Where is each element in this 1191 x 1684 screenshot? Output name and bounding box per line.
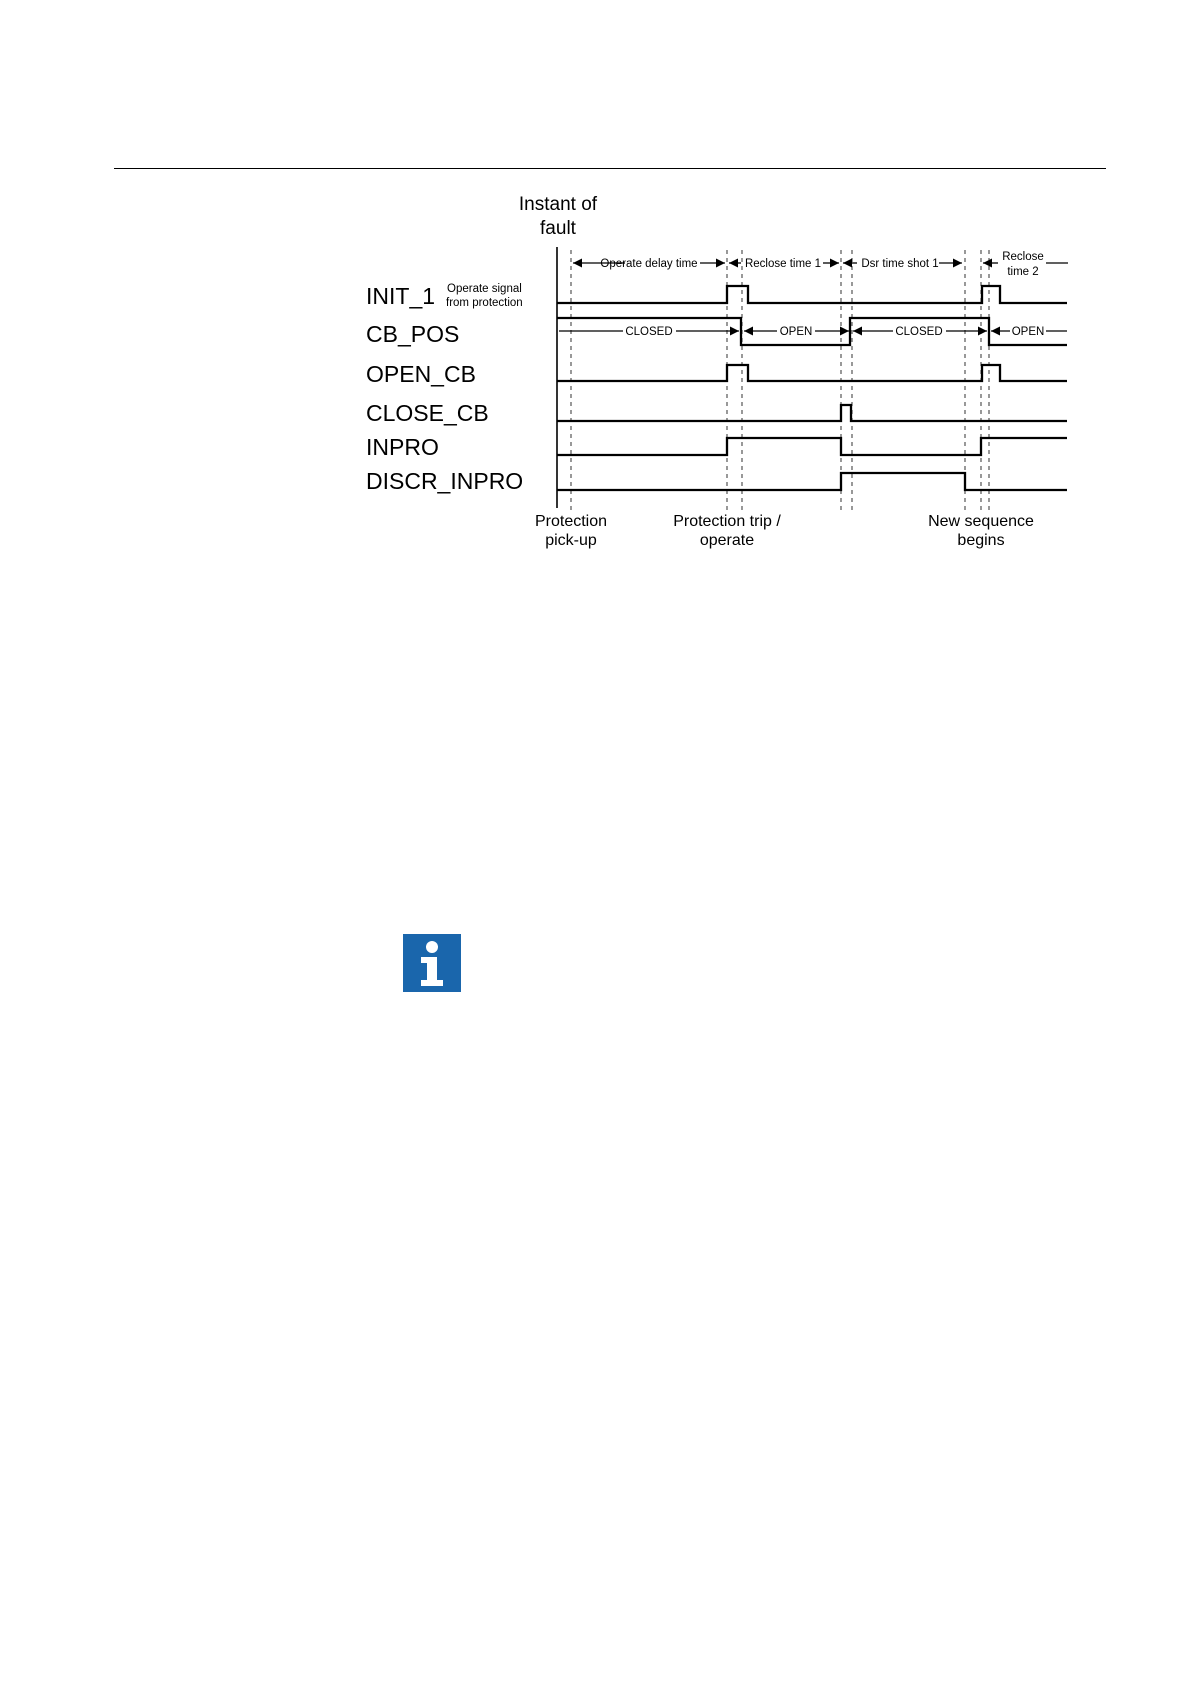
reclose-time-2-label-2: time 2: [1007, 266, 1039, 278]
cb-state-open-2: OPEN: [1011, 326, 1045, 338]
instant-of-fault-label-1: Instant of: [518, 194, 598, 215]
cb-state-closed-1: CLOSED: [625, 326, 673, 338]
init-note-1: Operate signal: [447, 283, 522, 295]
instant-of-fault-label-2: fault: [540, 218, 576, 239]
init-note-2: from protection: [446, 297, 523, 309]
cb-state-closed-2: CLOSED: [895, 326, 943, 338]
operate-delay-label: Operate delay time: [600, 258, 698, 270]
info-icon: [403, 934, 461, 992]
event-new-seq-label-2: begins: [957, 532, 1005, 549]
waveform-inpro: [557, 438, 1067, 455]
signal-label-open-cb: OPEN_CB: [366, 361, 476, 387]
event-trip-label-2: operate: [699, 532, 755, 549]
signal-label-close-cb: CLOSE_CB: [366, 400, 489, 426]
signal-label-init-1: INIT_1: [366, 283, 436, 309]
dsr-time-shot-1-label: Dsr time shot 1: [861, 258, 939, 270]
waveform-discr-inpro: [557, 473, 1067, 490]
reclose-time-2-label-1: Reclose: [1002, 251, 1044, 263]
signal-label-inpro: INPRO: [366, 434, 439, 460]
reclose-time-1-label: Reclose time 1: [744, 258, 822, 270]
signal-label-cb-pos: CB_POS: [366, 321, 460, 347]
event-trip-label-1: Protection trip /: [673, 513, 781, 530]
event-new-seq-label-1: New sequence: [928, 513, 1034, 530]
cb-state-open-1: OPEN: [779, 326, 813, 338]
waveform-init-1: [557, 286, 1067, 303]
waveform-open-cb: [557, 365, 1067, 381]
event-pickup-label-1: Protection: [534, 513, 608, 530]
event-pickup-label-2: pick-up: [545, 532, 597, 549]
signal-label-discr-inpro: DISCR_INPRO: [366, 468, 524, 494]
waveform-close-cb: [557, 405, 1067, 421]
